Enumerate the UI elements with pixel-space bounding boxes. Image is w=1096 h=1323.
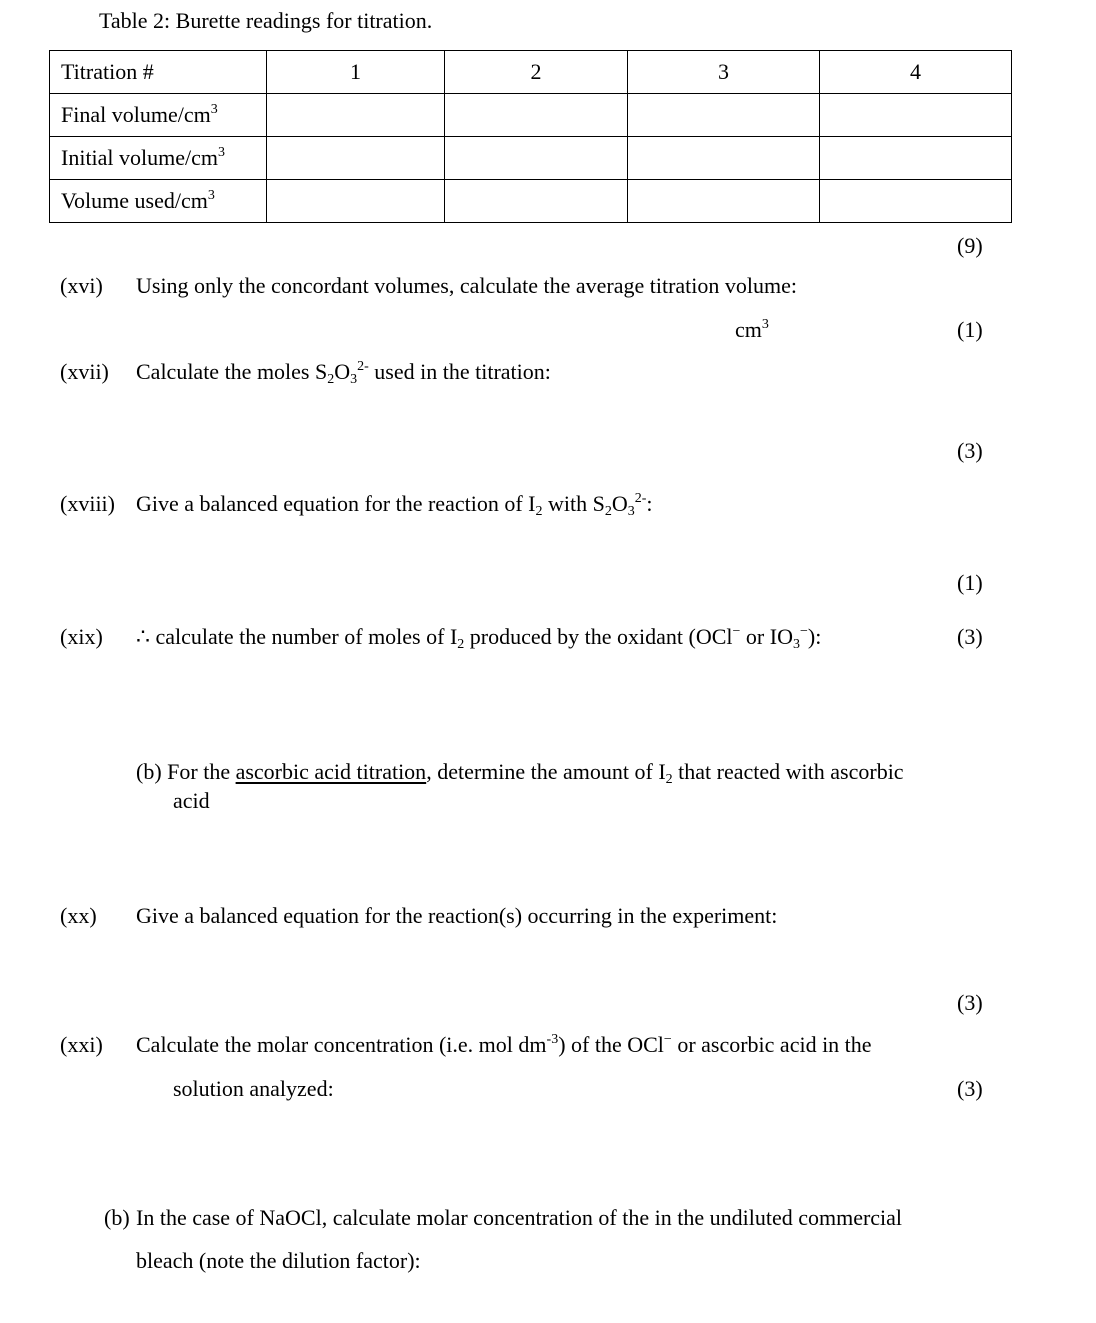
table-header-row	[50, 51, 1012, 94]
table-row-volume-used	[50, 180, 1012, 223]
cell-final-2[interactable]	[445, 94, 628, 137]
table-marks: (9)	[957, 233, 983, 258]
q18-text: Give a balanced equation for the reaction of $I_2$ with $S_2O_3^{2-}$:	[136, 491, 653, 519]
cell-initial-4[interactable]	[820, 137, 1012, 180]
q21-text: Calculate the molar concentration (i.e. mol $dm^{-3}$) of the OCl− or ascorbic acid in the	[136, 1032, 872, 1057]
cell-final-1[interactable]	[267, 94, 445, 137]
ascorbic-acid-titration-emphasis: ascorbic acid titration	[235, 759, 427, 784]
cell-initial-2[interactable]	[445, 137, 628, 180]
part-b-naocl-label: (b)	[104, 1205, 130, 1230]
row-label-final-volume: Final volume/$cm^3$	[50, 94, 267, 137]
cell-used-1[interactable]	[267, 180, 445, 223]
cell-used-3[interactable]	[628, 180, 820, 223]
q17-number: (xvii)	[60, 359, 109, 384]
cell-final-4[interactable]	[820, 94, 1012, 137]
q19-text: ∴ calculate the number of moles of $I_2$ produced by the oxidant (OCl− or $IO_3^-$):	[136, 624, 822, 652]
q19-number: (xix)	[60, 624, 103, 649]
header-titration-2: 2	[445, 51, 628, 94]
q21-number: (xxi)	[60, 1032, 103, 1057]
cell-final-3[interactable]	[628, 94, 820, 137]
q17-text: Calculate the moles $S_2O_3^{2-}$ used in the titration:	[136, 359, 551, 387]
q16-text: Using only the concordant volumes, calculate the average titration volume:	[136, 273, 798, 298]
q21-marks: (3)	[957, 1076, 983, 1101]
q18-number: (xviii)	[60, 491, 115, 516]
cell-used-4[interactable]	[820, 180, 1012, 223]
row-label-initial-volume: Initial volume/$cm^3$	[50, 137, 267, 180]
header-titration-label: Titration #	[50, 51, 267, 94]
header-titration-4: 4	[820, 51, 1012, 94]
part-b-naocl-text: In the case of NaOCl, calculate molar concentration of the in the undiluted commercial	[136, 1205, 903, 1230]
header-titration-1: 1	[267, 51, 445, 94]
table-caption: Table 2: Burette readings for titration.	[99, 8, 433, 33]
q20-marks: (3)	[957, 990, 983, 1015]
q17-marks: (3)	[957, 438, 983, 463]
table-row-initial-volume	[50, 137, 1012, 180]
table-row-final-volume	[50, 94, 1012, 137]
part-b-naocl-line2: bleach (note the dilution factor):	[136, 1248, 421, 1273]
part-b-ascorbic-text: (b) For the ascorbic acid titration, determine the amount of $I_2$ that reacted with ascorbic	[136, 759, 904, 787]
q16-unit: $cm^3$	[735, 317, 769, 342]
cell-initial-3[interactable]	[628, 137, 820, 180]
q19-marks: (3)	[957, 624, 983, 649]
burette-readings-table	[49, 50, 1012, 223]
part-b-ascorbic-line2: acid	[173, 788, 210, 813]
q20-number: (xx)	[60, 903, 97, 928]
header-titration-3: 3	[628, 51, 820, 94]
q20-text: Give a balanced equation for the reaction(s) occurring in the experiment:	[136, 903, 778, 928]
q16-number: (xvi)	[60, 273, 103, 298]
q16-marks: (1)	[957, 317, 983, 342]
cell-initial-1[interactable]	[267, 137, 445, 180]
cell-used-2[interactable]	[445, 180, 628, 223]
q21-line2: solution analyzed:	[173, 1076, 334, 1101]
q18-marks: (1)	[957, 570, 983, 595]
row-label-volume-used: Volume used/$cm^3$	[50, 180, 267, 223]
